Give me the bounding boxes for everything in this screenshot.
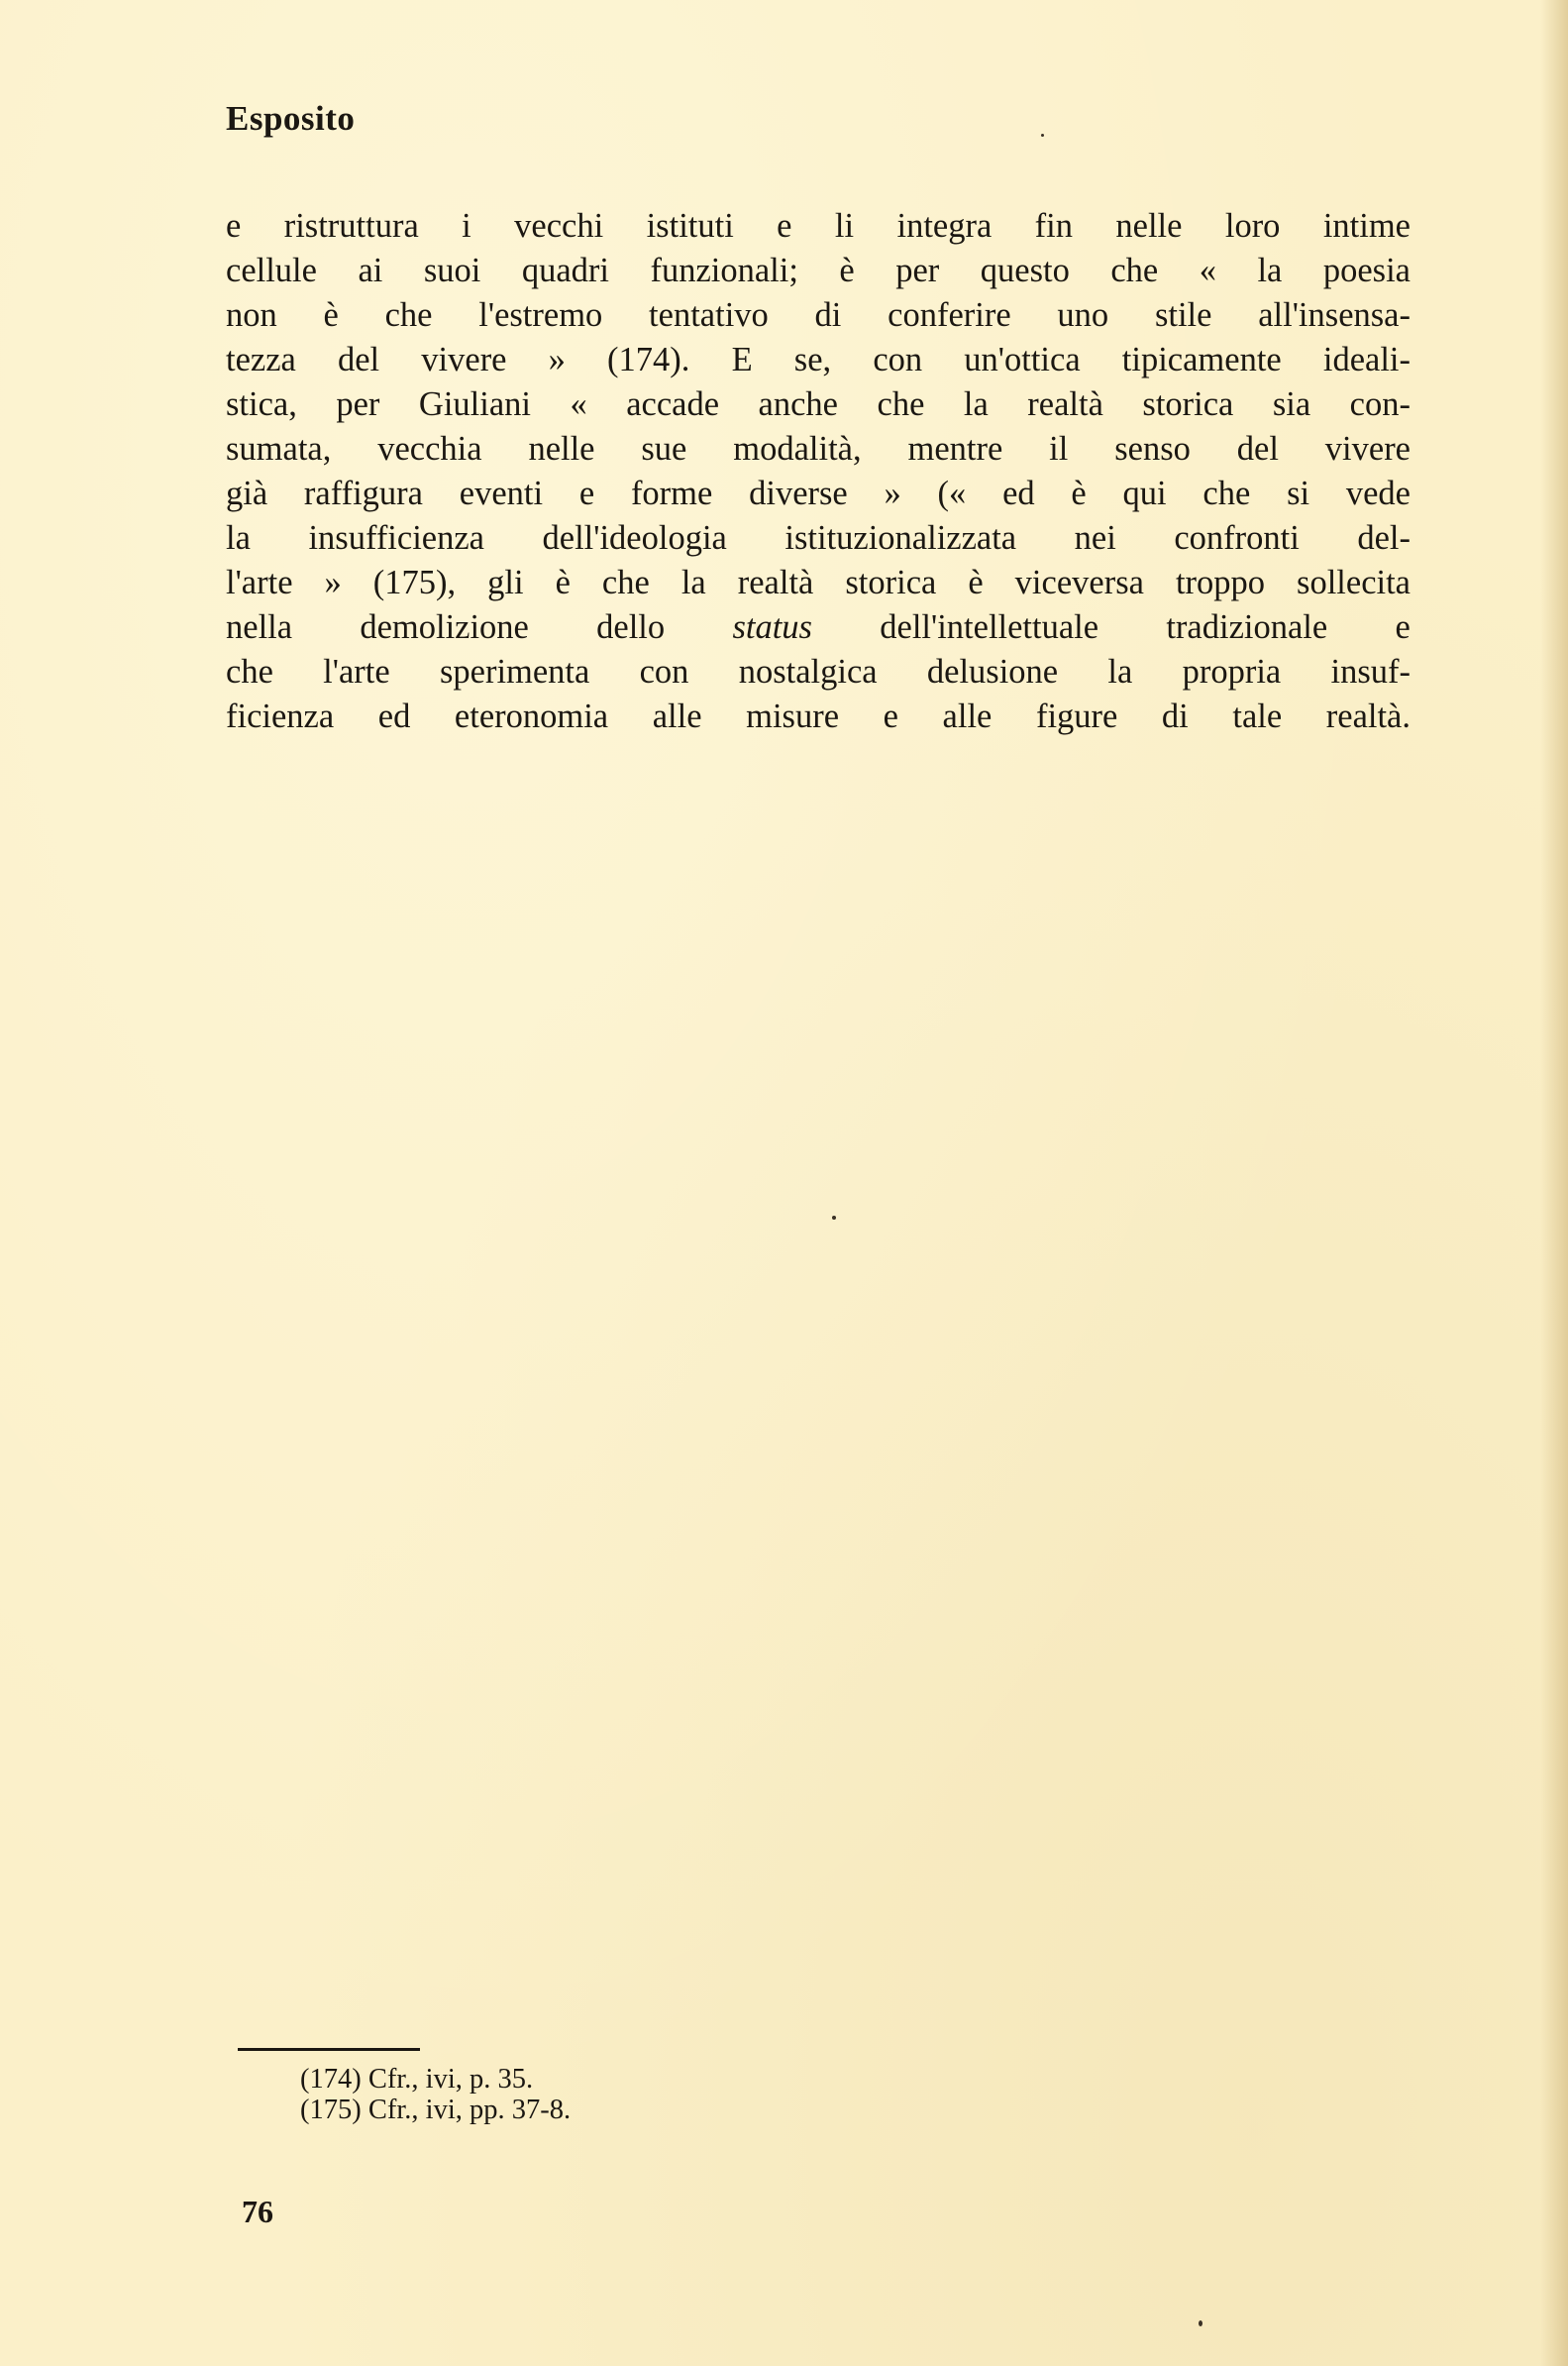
text-line: tezza del vivere » (174). E se, con un'ottica tipicamente ideali- (226, 341, 1411, 378)
text-line: stica, per Giuliani « accade anche che la realtà storica sia con- (226, 385, 1411, 423)
text-line: cellule ai suoi quadri funzionali; è per questo che « la poesia (226, 252, 1411, 289)
text-line: già raffigura eventi e forme diverse » (« ed è qui che si vede (226, 475, 1411, 512)
text-line: la insufficienza dell'ideologia istituzionalizzata nei confronti del- (226, 519, 1411, 557)
text-line: ficienza ed eteronomia alle misure e alle figure di tale realtà. (226, 698, 1411, 735)
page-edge-shadow (1540, 0, 1568, 2366)
paper-speck (1041, 134, 1044, 137)
body-paragraph (226, 204, 1411, 739)
text-line: non è che l'estremo tentativo di conferire uno stile all'insensa- (226, 296, 1411, 334)
paper-speck (832, 1216, 836, 1220)
text-segment: nella demolizione dello (226, 608, 733, 646)
page-number: 76 (242, 2194, 273, 2229)
text-line: l'arte » (175), gli è che la realtà storica è viceversa troppo sollecita (226, 564, 1411, 601)
text-line: e ristruttura i vecchi istituti e li integra fin nelle loro intime (226, 207, 1411, 245)
text-line-mixed (226, 605, 1411, 650)
italic-term: status (732, 608, 812, 646)
text-line: sumata, vecchia nelle sue modalità, mentre il senso del vivere (226, 430, 1411, 468)
footnote-separator (238, 2048, 420, 2051)
paper-speck (1199, 2320, 1202, 2326)
text-segment: dell'intellettuale tradizionale e (811, 608, 1411, 646)
text-line: che l'arte sperimenta con nostalgica delusione la propria insuf- (226, 653, 1411, 691)
footnotes (300, 2064, 571, 2125)
running-head: Esposito (226, 99, 356, 138)
footnote-174: (174) Cfr., ivi, p. 35. (300, 2064, 534, 2095)
footnote-175: (175) Cfr., ivi, pp. 37-8. (300, 2095, 572, 2125)
